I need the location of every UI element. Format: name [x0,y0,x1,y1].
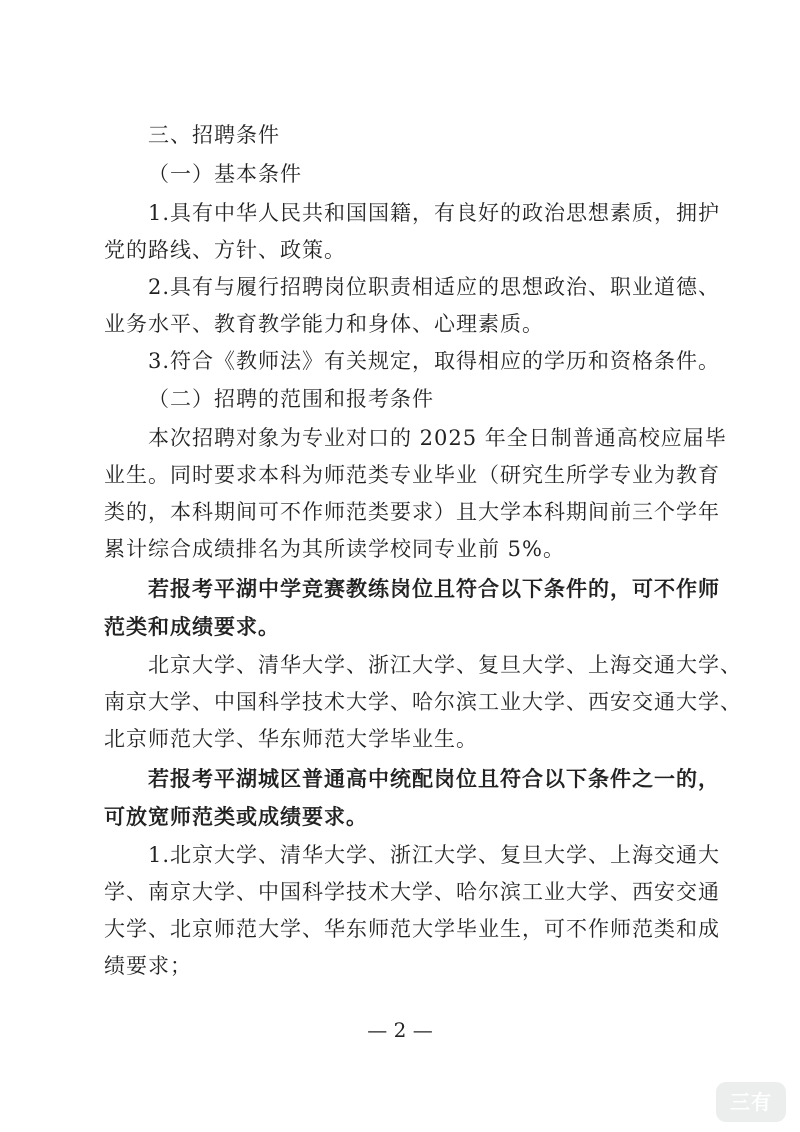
university-list1-line2: 南京大学、中国科学技术大学、哈尔滨工业大学、西安交通大学、 [104,690,742,714]
subsection-title-basic: （一）基本条件 [148,162,302,186]
university-list2-line4: 绩要求； [104,954,192,978]
item1-line1: 1.具有中华人民共和国国籍，有良好的政治思想素质，拥护 [148,201,721,225]
bold-condition2-line2: 可放宽师范类或成绩要求。 [104,804,368,829]
section-title: 三、招聘条件 [148,123,280,147]
university-list2-line3: 大学、北京师范大学、华东师范大学毕业生，可不作师范类和成 [104,917,720,941]
watermark-logo: 三有 [716,1082,786,1122]
university-list2-line1: 1.北京大学、清华大学、浙江大学、复旦大学、上海交通大 [148,843,721,867]
para1-line2: 业生。同时要求本科为师范类专业毕业（研究生所学专业为教育 [104,463,720,487]
para1-line3: 类的，本科期间可不作师范类要求）且大学本科期间前三个学年 [104,500,720,524]
para1-line4: 累计综合成绩排名为其所读学校同专业前 5%。 [104,537,565,561]
page-number: — 2 — [367,1018,433,1042]
item1-line2: 党的路线、方针、政策。 [104,238,346,262]
bold-condition1-line1: 若报考平湖中学竞赛教练岗位且符合以下条件的，可不作师 [148,576,720,601]
para1-line1: 本次招聘对象为专业对口的 2025 年全日制普通高校应届毕 [148,426,727,450]
university-list1-line1: 北京大学、清华大学、浙江大学、复旦大学、上海交通大学、 [148,653,742,677]
item2-line2: 业务水平、教育教学能力和身体、心理素质。 [104,312,544,336]
university-list2-line2: 学、南京大学、中国科学技术大学、哈尔滨工业大学、西安交通 [104,880,720,904]
bold-condition2-line1: 若报考平湖城区普通高中统配岗位且符合以下条件之一的， [148,766,720,791]
university-list1-line3: 北京师范大学、华东师范大学毕业生。 [104,727,478,751]
subsection-title-scope: （二）招聘的范围和报考条件 [148,387,434,411]
bold-condition1-line2: 范类和成绩要求。 [104,614,280,639]
item2-line1: 2.具有与履行招聘岗位职责相适应的思想政治、职业道德、 [148,275,721,299]
item3-line1: 3.符合《教师法》有关规定，取得相应的学历和资格条件。 [148,349,721,373]
